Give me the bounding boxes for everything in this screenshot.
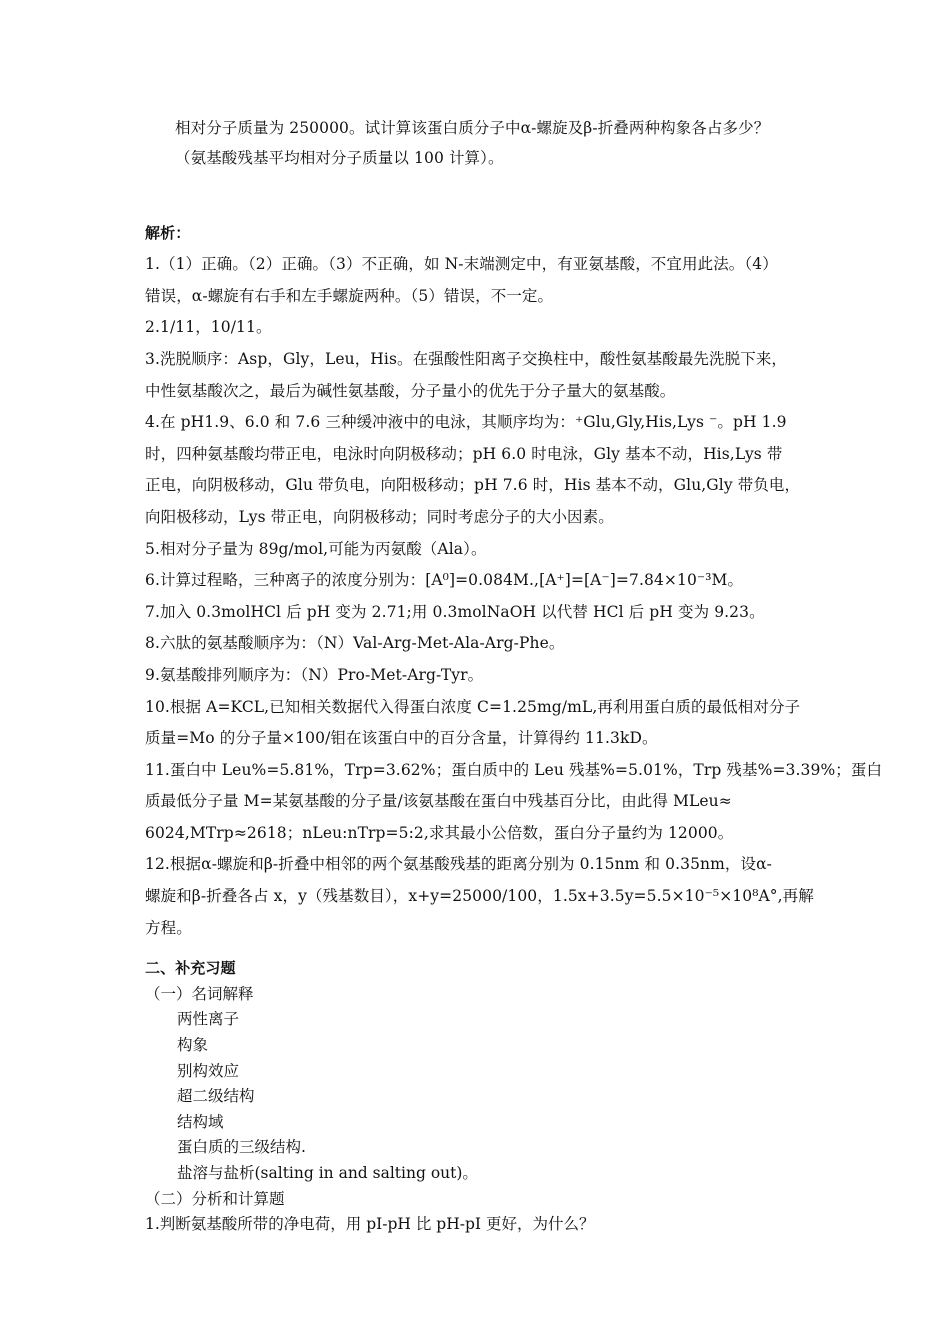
term-list [145, 1007, 810, 1186]
analysis-line: 7.加入 0.3molHCl 后 pH 变为 2.71;用 0.3molNaOH 以代替 HCl 后 pH 变为 9.23。 [145, 602, 765, 621]
analysis-line: 质量=Mo 的分子量×100/钼在该蛋白中的百分含量，计算得约 11.3kD。 [145, 729, 658, 748]
analysis-line: 向阳极移动，Lys 带正电，向阴极移动；同时考虑分子的大小因素。 [145, 507, 614, 526]
analysis-line: 5.相对分子量为 89g/mol,可能为丙氨酸（Ala）。 [145, 539, 487, 558]
term-item: 构象 [177, 1036, 209, 1055]
question-1: 1.判断氨基酸所带的净电荷，用 pI-pH 比 pH-pI 更好，为什么？ [145, 1215, 595, 1234]
analysis-line: 6024,MTrp≈2618；nLeu:nTrp=5:2,求其最小公倍数，蛋白分子量约为 12000。 [145, 823, 734, 842]
term-item: 结构域 [177, 1112, 224, 1131]
analysis-line: 时，四种氨基酸均带正电，电泳时向阴极移动；pH 6.0 时电泳，Gly 基本不动，His,Lys 带 [145, 444, 783, 463]
analysis-line: 螺旋和β-折叠各占 x，y（残基数目），x+y=25000/100，1.5x+3.5y=5.5×10⁻⁵×10⁸A°,再解 [145, 887, 814, 906]
analysis-line: 3.洗脱顺序：Asp，Gly，Leu，His。在强酸性阳离子交换柱中，酸性氨基酸最先洗脱下来， [145, 349, 788, 368]
intro-line-1: 相对分子质量为 250000。试计算该蛋白质分子中α-螺旋及β-折叠两种构象各占多少？ [175, 119, 770, 137]
analysis-line: 质最低分子量 M=某氨基酸的分子量/该氨基酸在蛋白中残基百分比，由此得 MLeu≈ [145, 792, 732, 811]
supplement-heading: 二、补充习题 [145, 959, 236, 978]
term-item: 别构效应 [177, 1061, 240, 1080]
analysis-line: 正电，向阴极移动，Glu 带负电，向阳极移动；pH 7.6 时，His 基本不动，Glu,Gly 带负电， [145, 476, 801, 495]
analysis-line: 错误，α-螺旋有右手和左手螺旋两种。（5）错误，不一定。 [145, 286, 554, 305]
analysis-line: 10.根据 A=KCL,已知相关数据代入得蛋白浓度 C=1.25mg/mL,再利用蛋白质的最低相对分子 [145, 697, 801, 716]
analysis-body [145, 249, 883, 944]
intro-line-2: （氨基酸残基平均相对分子质量以 100 计算）。 [175, 148, 504, 167]
analysis-heading: 解析： [145, 223, 191, 242]
analysis-line: 方程。 [145, 918, 192, 937]
term-item: 蛋白质的三级结构. [177, 1138, 306, 1157]
section-title-questions: （二）分析和计算题 [145, 1189, 285, 1208]
analysis-line: 中性氨基酸次之，最后为碱性氨基酸，分子量小的优先于分子量大的氨基酸。 [145, 381, 676, 400]
analysis-line: 12.根据α-螺旋和β-折叠中相邻的两个氨基酸残基的距离分别为 0.15nm 和 0.35nm，设α- [145, 855, 773, 874]
analysis-line: 9.氨基酸排列顺序为：（N）Pro-Met-Arg-Tyr。 [145, 665, 484, 684]
section-title-terms: （一）名词解释 [145, 984, 254, 1003]
analysis-line: 8.六肽的氨基酸顺序为：（N）Val-Arg-Met-Ala-Arg-Phe。 [145, 634, 565, 653]
term-item: 超二级结构 [177, 1087, 255, 1106]
analysis-line: 2.1/11，10/11。 [145, 318, 272, 337]
term-item: 两性离子 [177, 1010, 240, 1029]
analysis-line: 6.计算过程略，三种离子的浓度分别为：[A⁰]=0.084M.,[A⁺]=[A⁻]=7.84×10⁻³M。 [145, 571, 744, 590]
document-page [145, 0, 883, 1238]
term-item: 盐溶与盐析(salting in and salting out)。 [177, 1164, 478, 1182]
analysis-line: 11.蛋白中 Leu%=5.81%，Trp=3.62%；蛋白质中的 Leu 残基%=5.01%，Trp 残基%=3.39%；蛋白 [145, 760, 883, 779]
analysis-line: 4.在 pH1.9、6.0 和 7.6 三种缓冲液中的电泳，其顺序均为：⁺Glu,Gly,His,Lys ⁻。pH 1.9 [145, 413, 787, 432]
analysis-line: 1.（1）正确。（2）正确。（3）不正确，如 N-末端测定中，有亚氨基酸，不宜用此法。（4） [145, 255, 778, 274]
